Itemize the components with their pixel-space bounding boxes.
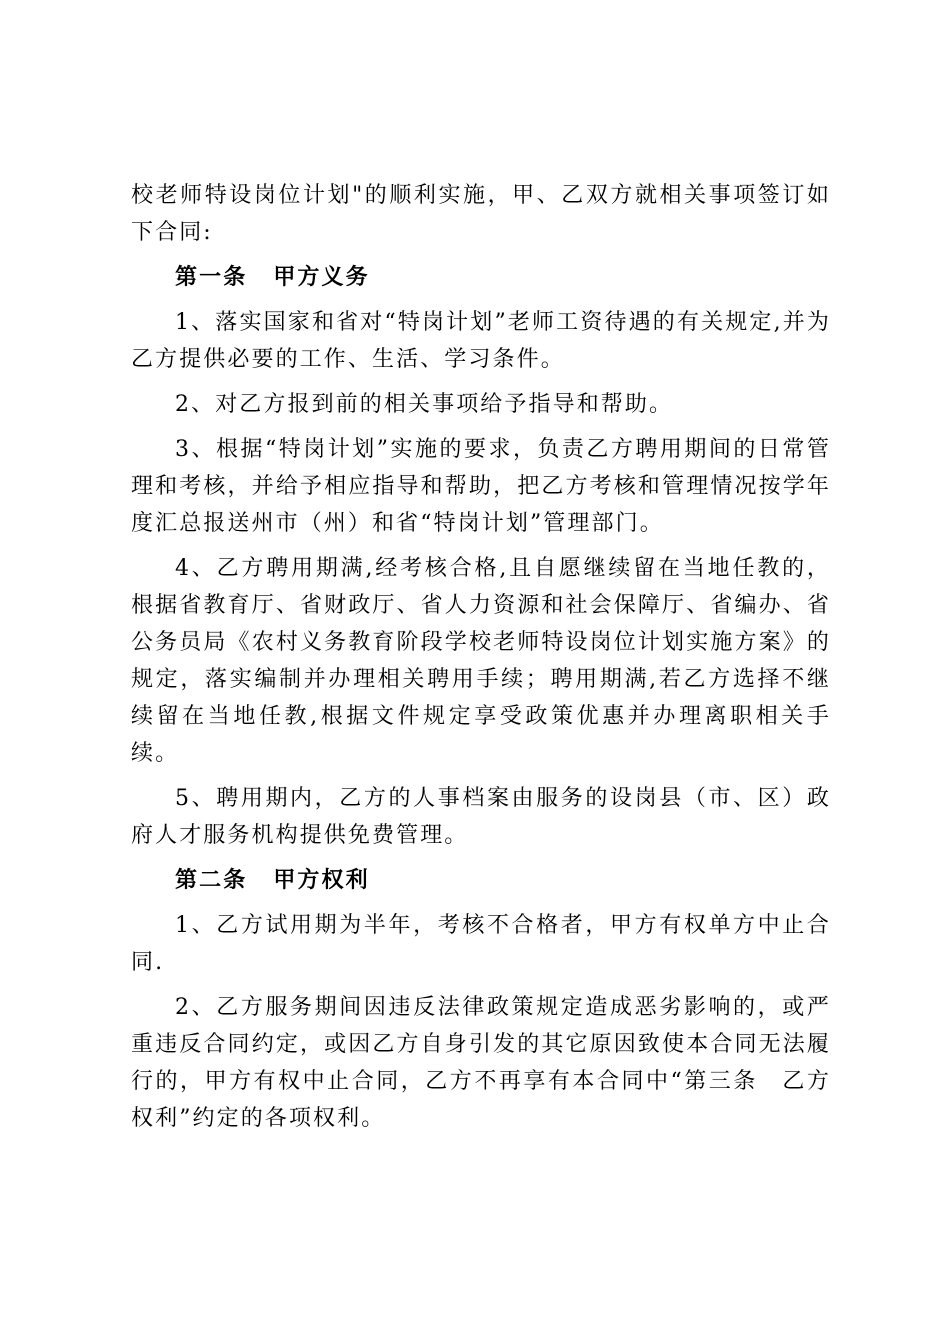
document-body bbox=[131, 177, 831, 1145]
article-1-item-3: 3、根据“特岗计划”实施的要求，负责乙方聘用期间的日常管理和考核，并给予相应指导和帮助，把乙方考核和管理情况按学年度汇总报送州市（州）和省“特岗计划”管理部门。 bbox=[131, 437, 831, 536]
intro-paragraph: 校老师特设岗位计划"的顺利实施，甲、乙双方就相关事项签订如下合同: bbox=[131, 183, 831, 245]
article-2-item-1: 1、乙方试用期为半年，考核不合格者，甲方有权单方中止合同. bbox=[131, 913, 831, 975]
article-1-title: 甲方义务 bbox=[273, 264, 370, 290]
article-2-item-2: 2、乙方服务期间因违反法律政策规定造成恶劣影响的，或严重违反合同约定，或因乙方自身引发的其它原因致使本合同无法履行的，甲方有权中止合同，乙方不再享有本合同中“第三条 乙方权利”约定的各项权利。 bbox=[131, 995, 831, 1131]
article-1-item-5: 5、聘用期内，乙方的人事档案由服务的设岗县（市、区）政府人才服务机构提供免费管理。 bbox=[131, 786, 831, 848]
article-1-heading bbox=[131, 259, 831, 296]
article-1-number: 第一条 bbox=[175, 264, 248, 290]
article-2-title: 甲方权利 bbox=[273, 867, 370, 893]
article-1-item-4: 4、乙方聘用期满,经考核合格,且自愿继续留在当地任教的，根据省教育厅、省财政厅、省人力资源和社会保障厅、省编办、省公务员局《农村义务教育阶段学校老师特设岗位计划实施方案》的规定，落实编制并办理相关聘用手续；聘用期满,若乙方选择不继续留在当地任教,根据文件规定享受政策优惠并办理离职相关手续。 bbox=[131, 556, 831, 766]
article-2-heading bbox=[131, 862, 831, 899]
article-1-item-1: 1、落实国家和省对“特岗计划”老师工资待遇的有关规定,并为乙方提供必要的工作、生活、学习条件。 bbox=[131, 310, 831, 372]
article-2-number: 第二条 bbox=[175, 867, 248, 893]
article-1-item-2: 2、对乙方报到前的相关事项给予指导和帮助。 bbox=[175, 392, 674, 417]
